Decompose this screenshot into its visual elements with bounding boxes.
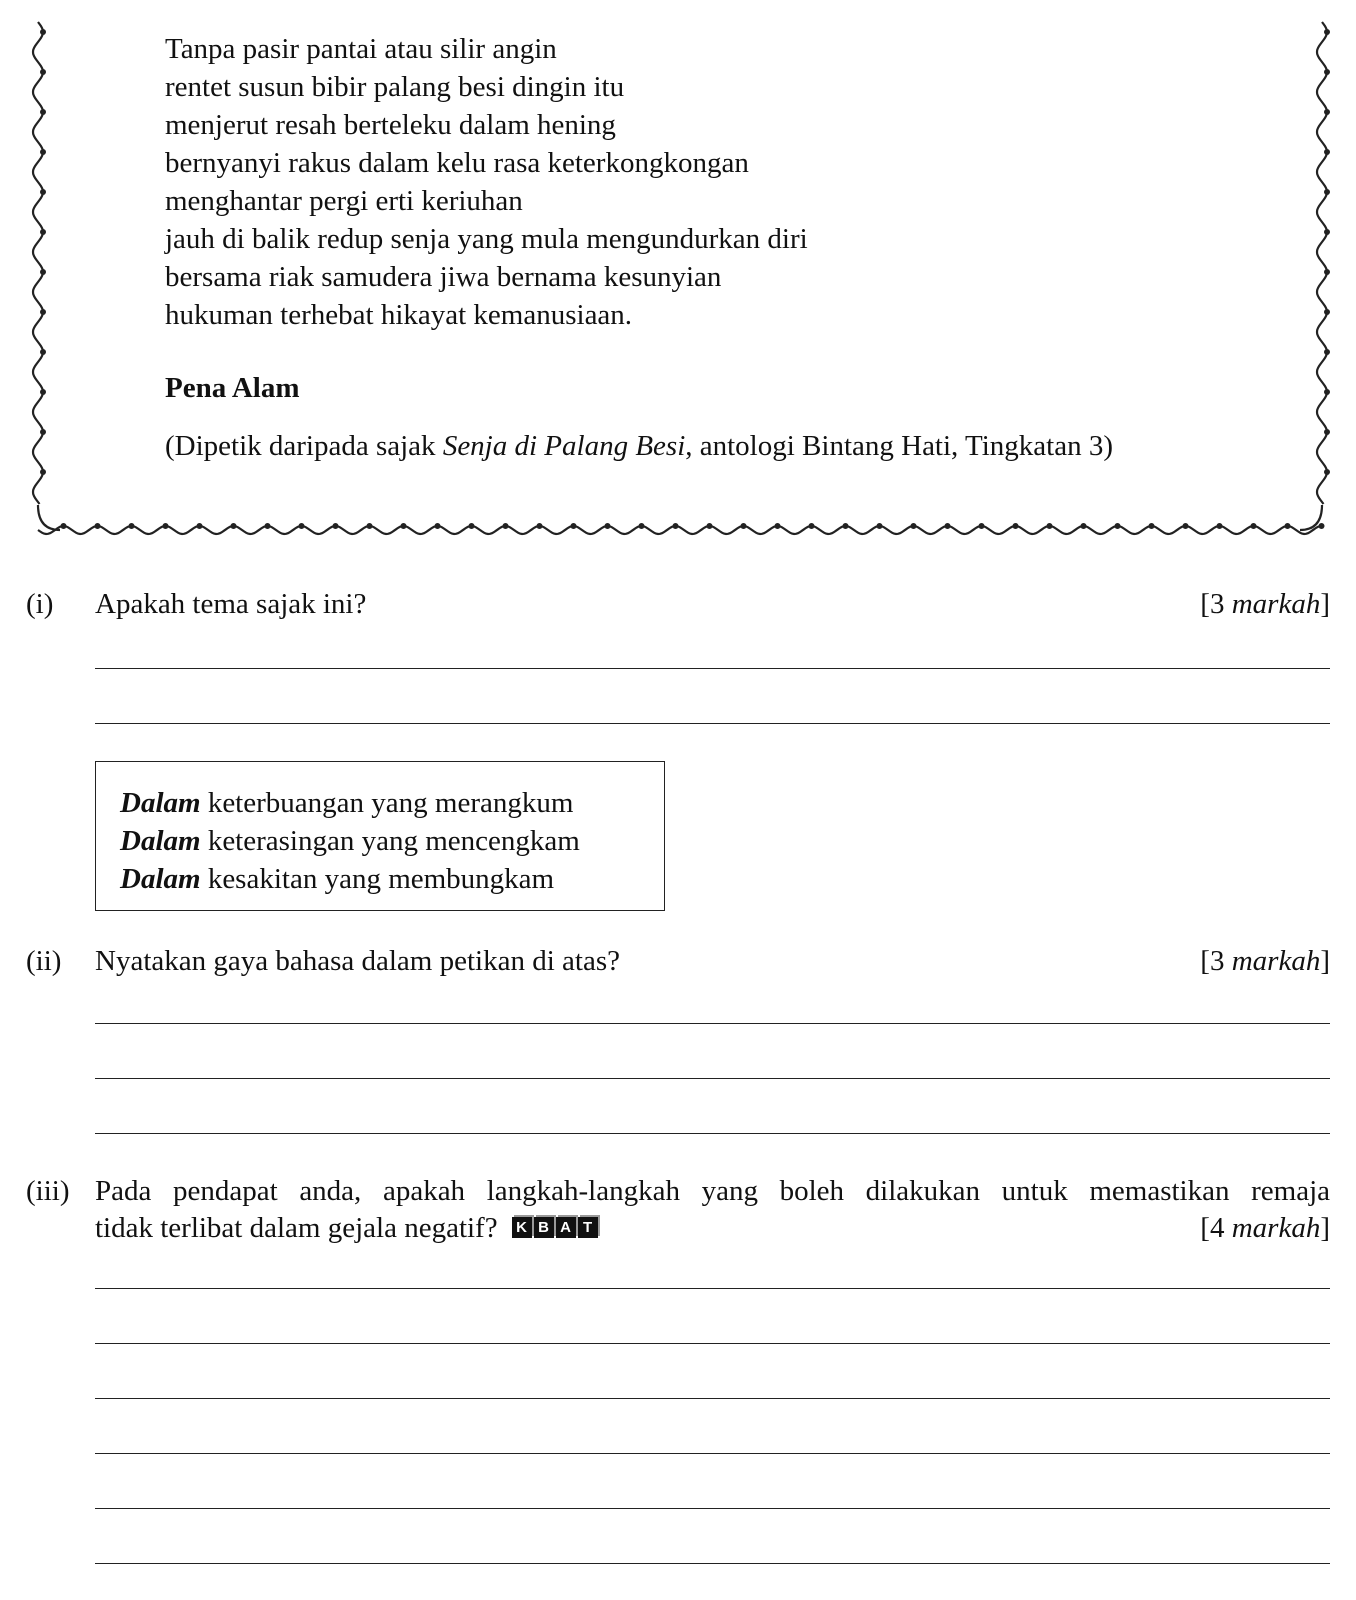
excerpt-line: Dalam kesakitan yang membungkam <box>120 863 555 895</box>
border-dot <box>469 523 475 529</box>
answer-line[interactable] <box>95 1508 1330 1509</box>
border-dot <box>299 523 305 529</box>
border-dot <box>61 523 67 529</box>
answer-line[interactable] <box>95 1288 1330 1289</box>
border-dot <box>1324 389 1330 395</box>
question-2-text: Nyatakan gaya bahasa dalam petikan di atas? <box>95 945 620 977</box>
poem-text <box>165 30 808 334</box>
border-dot <box>1251 523 1257 529</box>
border-dot <box>40 389 46 395</box>
border-dot <box>1324 189 1330 195</box>
border-dot <box>1319 523 1325 529</box>
border-dot <box>639 523 645 529</box>
border-dot <box>1324 109 1330 115</box>
answer-line[interactable] <box>95 1078 1330 1079</box>
poem-line: jauh di balik redup senja yang mula mengundurkan diri <box>165 223 808 255</box>
border-dot <box>1324 429 1330 435</box>
excerpt-box <box>95 761 665 911</box>
border-dot <box>1324 349 1330 355</box>
question-1-marks: [3 markah] <box>1200 588 1330 620</box>
answer-line[interactable] <box>95 723 1330 724</box>
border-dot <box>40 229 46 235</box>
border-dot <box>40 309 46 315</box>
border-dot <box>95 523 101 529</box>
question-3-number: (iii) <box>26 1175 70 1207</box>
border-dot <box>503 523 509 529</box>
border-dot <box>231 523 237 529</box>
border-dot <box>673 523 679 529</box>
border-dot <box>945 523 951 529</box>
border-dot <box>333 523 339 529</box>
border-dot <box>537 523 543 529</box>
border-dot <box>40 269 46 275</box>
border-dot <box>707 523 713 529</box>
question-1-number: (i) <box>26 588 54 620</box>
border-dot <box>1047 523 1053 529</box>
border-corner <box>38 505 60 530</box>
border-dot <box>1324 269 1330 275</box>
border-dot <box>40 349 46 355</box>
poem-frame <box>0 0 1356 545</box>
border-dot <box>40 149 46 155</box>
answer-line[interactable] <box>95 1563 1330 1564</box>
border-dot <box>911 523 917 529</box>
excerpt-text <box>120 784 580 898</box>
source-prefix: (Dipetik daripada sajak <box>165 430 443 462</box>
border-dot <box>1285 523 1291 529</box>
border-dot <box>1324 29 1330 35</box>
border-dot <box>40 469 46 475</box>
source-title: Senja di Palang Besi <box>442 430 686 462</box>
poem-line: menghantar pergi erti keriuhan <box>165 185 523 217</box>
answer-line[interactable] <box>95 668 1330 669</box>
border-dot <box>40 69 46 75</box>
border-dot <box>877 523 883 529</box>
border-dot <box>1324 69 1330 75</box>
border-dot <box>265 523 271 529</box>
border-dot <box>367 523 373 529</box>
source-suffix: , antologi Bintang Hati, Tingkatan 3) <box>685 430 1113 462</box>
excerpt-line: Dalam keterasingan yang mencengkam <box>120 825 580 857</box>
border-dot <box>843 523 849 529</box>
poem-line: menjerut resah berteleku dalam hening <box>165 109 616 141</box>
border-dot <box>1324 469 1330 475</box>
border-dot <box>40 189 46 195</box>
poem-source <box>165 430 1113 463</box>
poem-line: rentet susun bibir palang besi dingin itu <box>165 71 625 103</box>
border-dot <box>1115 523 1121 529</box>
question-3-text-line2: tidak terlibat dalam gejala negatif? K B A T <box>95 1212 600 1245</box>
question-1-text: Apakah tema sajak ini? <box>95 588 367 620</box>
answer-line[interactable] <box>95 1453 1330 1454</box>
question-2-marks: [3 markah] <box>1200 945 1330 977</box>
excerpt-line: Dalam keterbuangan yang merangkum <box>120 787 574 819</box>
border-dot <box>1324 309 1330 315</box>
border-dot <box>1324 149 1330 155</box>
border-wave <box>38 526 1322 534</box>
answer-line[interactable] <box>95 1133 1330 1134</box>
answer-line[interactable] <box>95 1398 1330 1399</box>
border-dot <box>1081 523 1087 529</box>
border-dot <box>129 523 135 529</box>
border-dot <box>1217 523 1223 529</box>
poem-line: bersama riak samudera jiwa bernama kesunyian <box>165 261 722 293</box>
border-dot <box>40 109 46 115</box>
poem-line: bernyanyi rakus dalam kelu rasa keterkongkongan <box>165 147 749 179</box>
border-dot <box>1324 229 1330 235</box>
poem-line: hukuman terhebat hikayat kemanusiaan. <box>165 299 633 331</box>
poet-name: Pena Alam <box>165 372 300 404</box>
border-dot <box>571 523 577 529</box>
answer-line[interactable] <box>95 1343 1330 1344</box>
answer-line[interactable] <box>95 1023 1330 1024</box>
border-dot <box>979 523 985 529</box>
border-dot <box>40 429 46 435</box>
question-2-number: (ii) <box>26 945 62 977</box>
border-dot <box>1183 523 1189 529</box>
kbat-badge-icon: K B A T <box>512 1217 600 1238</box>
question-3-text-line1: Pada pendapat anda, apakah langkah-langkah yang boleh dilakukan untuk memastikan remaja <box>95 1175 1330 1207</box>
border-dot <box>1149 523 1155 529</box>
border-dot <box>197 523 203 529</box>
border-dot <box>163 523 169 529</box>
border-dot <box>401 523 407 529</box>
poem-line: Tanpa pasir pantai atau silir angin <box>165 33 557 65</box>
question-3-marks: [4 markah] <box>1200 1212 1330 1244</box>
border-dot <box>809 523 815 529</box>
border-dot <box>775 523 781 529</box>
border-dot <box>40 29 46 35</box>
border-dot <box>435 523 441 529</box>
border-dot <box>1013 523 1019 529</box>
border-dot <box>741 523 747 529</box>
border-dot <box>605 523 611 529</box>
